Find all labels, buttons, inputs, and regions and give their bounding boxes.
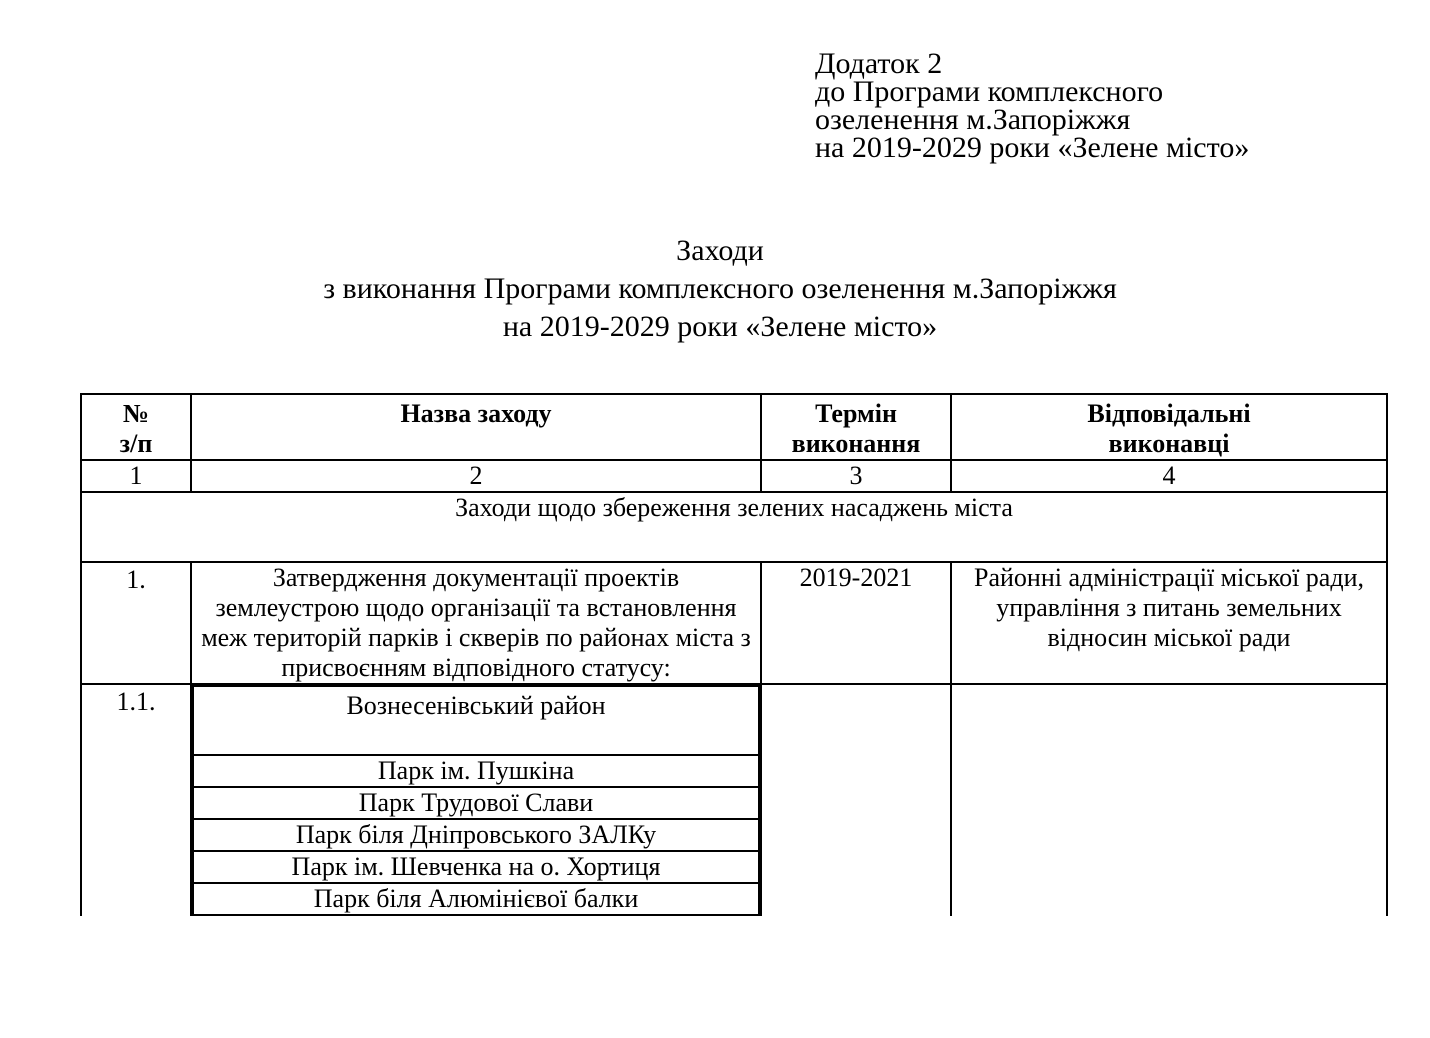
list-item: Парк Трудової Слави (193, 787, 759, 819)
header-num-line-1: № (122, 399, 150, 428)
header-num-line-2: з/п (119, 429, 153, 458)
appendix-line-2: до Програми комплексного (815, 75, 1164, 108)
park-list (192, 685, 760, 916)
list-item: Парк ім. Пушкіна (193, 755, 759, 787)
appendix-line-1: Додаток 2 (815, 47, 943, 80)
header-row (81, 394, 1387, 460)
appendix-line-3: озеленення м.Запоріжжя (815, 103, 1131, 136)
header-executors (951, 394, 1387, 460)
executors-cell-empty (951, 684, 1387, 916)
list-item: Парк ім. Шевченка на о. Хортиця (193, 851, 759, 883)
column-number: 1 (81, 460, 191, 492)
district-name: Вознесенівський район (193, 686, 759, 755)
row-number: 1.1. (81, 684, 191, 916)
column-number: 3 (761, 460, 951, 492)
list-item: Парк біля Дніпровського ЗАЛКу (193, 819, 759, 851)
measure-executors: Районні адміністрації міської ради, управління з питань земельних відносин міської ради (951, 562, 1387, 684)
column-number: 2 (191, 460, 761, 492)
header-name: Назва заходу (191, 394, 761, 460)
table-row (81, 684, 1387, 916)
header-exec-line-2: виконавці (1108, 429, 1230, 458)
header-exec-line-1: Відповідальні (1087, 399, 1251, 428)
header-num (81, 394, 191, 460)
term-cell-empty (761, 684, 951, 916)
table-row (81, 562, 1387, 684)
row-number: 1. (81, 562, 191, 684)
appendix-note (815, 47, 1250, 164)
measure-term: 2019-2021 (761, 562, 951, 684)
section-row (81, 492, 1387, 562)
measures-table (80, 393, 1388, 916)
document-title (0, 232, 1430, 346)
list-item: Парк біля Алюмінієвої балки (193, 883, 759, 915)
column-number-row (81, 460, 1387, 492)
title-line-3: на 2019-2029 роки «Зелене місто» (502, 310, 938, 343)
header-term-line-2: виконання (791, 429, 921, 458)
header-term (761, 394, 951, 460)
column-number: 4 (951, 460, 1387, 492)
title-line-2: з виконання Програми комплексного озеленення м.Запоріжжя (323, 272, 1117, 305)
section-title: Заходи щодо збереження зелених насаджень міста (81, 492, 1387, 562)
title-line-1: Заходи (676, 234, 764, 267)
measure-name: Затвердження документації проектів землеустрою щодо організації та встановлення меж територій парків і скверів по районах міста з присвоєнням відповідного статусу: (191, 562, 761, 684)
appendix-line-4: на 2019-2029 роки «Зелене місто» (815, 131, 1250, 164)
district-cell (191, 684, 761, 916)
header-term-line-1: Термін (815, 399, 897, 428)
